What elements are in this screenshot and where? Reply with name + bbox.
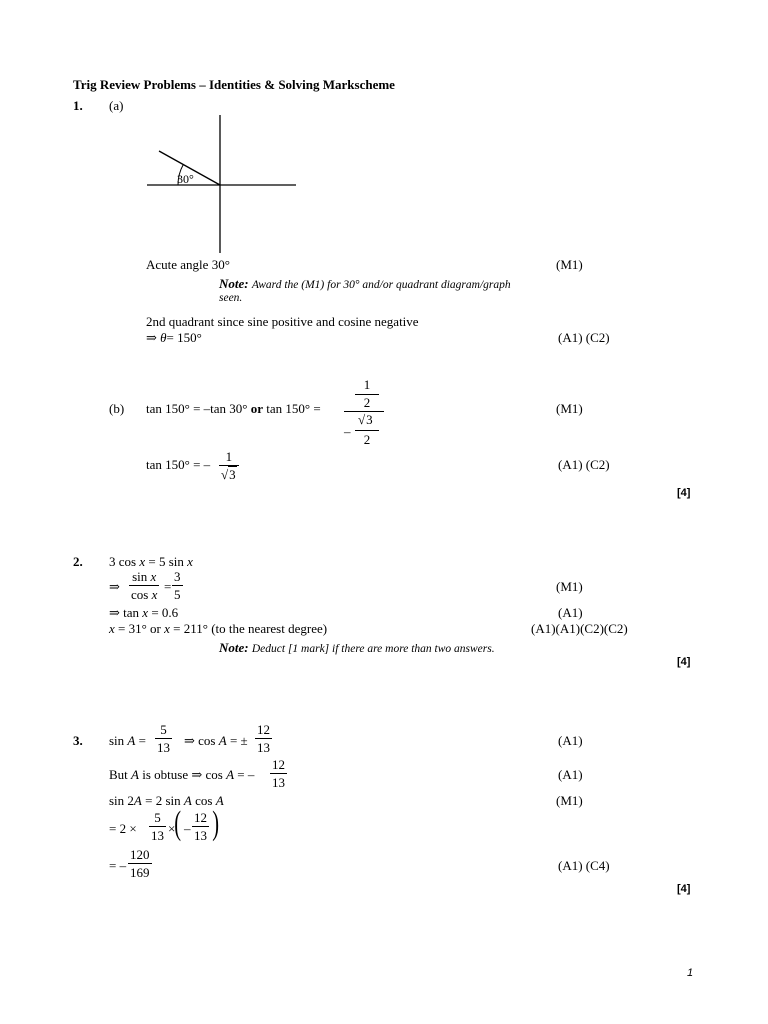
page-title: Trig Review Problems – Identities & Solving Markscheme: [73, 77, 395, 92]
q3-result-fraction: $\frac{120}{169}$: [130, 847, 150, 880]
q1-marks-a1c2-a: (A1) (C2): [558, 330, 610, 345]
q2-solutions: x = 31° or x = 211° (to the nearest degree): [109, 621, 328, 636]
frac-top-num: 1: [363, 377, 371, 392]
q3-twelve-thirteenths-a: $\frac{12}{13}$: [257, 722, 270, 755]
q2-tan-line: ⇒ tan x = 0.6: [109, 605, 179, 620]
question-3-number: 3.: [73, 733, 83, 748]
q1-part-a-label: (a): [109, 98, 124, 113]
frac-bottom-bar: [355, 430, 379, 431]
q2-implies: ⇒: [109, 579, 120, 594]
question-2-number: 2.: [73, 554, 83, 569]
frac-bottom-num: √3: [358, 412, 373, 427]
diagram-angle-label: 30°: [177, 172, 194, 186]
q3-marks-a1c4: (A1) (C4): [558, 858, 610, 873]
q1-acute-angle: Acute angle 30°: [146, 257, 230, 272]
q3-close-paren: ): [212, 805, 220, 842]
q3-inner-minus: –: [184, 821, 191, 836]
q3-times: ×: [168, 821, 176, 836]
q2-marks: (A1)(A1)(C2)(C2): [531, 621, 628, 636]
q3-five-thirteenths-b: $\frac{5}{13}$: [151, 810, 164, 843]
q1-tan-line: tan 150° = –tan 30° or tan 150° =: [146, 401, 321, 416]
q3-sin2a-line: sin 2A = 2 sin A cos A: [109, 793, 224, 808]
frac-minus: –: [344, 424, 351, 439]
q1-mark-m1-a: (M1): [556, 257, 583, 272]
q2-three-fifths: $\frac{3}{5}$: [174, 569, 181, 602]
q3-two-times: = 2 ×: [109, 821, 137, 836]
q1-note-line2: seen.: [219, 292, 243, 304]
quadrant-diagram: [140, 110, 300, 260]
q3-open-paren: (: [174, 805, 182, 842]
q2-line1: 3 cos x = 5 sin x: [109, 554, 193, 569]
q3-total: [4]: [677, 883, 691, 895]
q1-mark-m1-b: (M1): [556, 401, 583, 416]
q2-note: Note: Deduct [1 mark] if there are more than two answers.: [219, 640, 495, 655]
q3-eq-minus: = –: [109, 858, 127, 873]
q3-cos-part: ⇒ cos A = ±: [184, 733, 248, 748]
q2-equals: =: [164, 579, 172, 594]
q2-sin-cos-fraction: $\frac{\text{sin x}}{\text{cos x}}$: [131, 569, 158, 602]
frac-top-den: 2: [363, 395, 371, 410]
q1-tan-result: tan 150° = –: [146, 457, 211, 472]
q3-mark-a1-b: (A1): [558, 767, 583, 782]
q3-twelve-thirteenths-b: $\frac{12}{13}$: [272, 757, 285, 790]
q3-obtuse-line: But A is obtuse ⇒ cos A = –: [109, 767, 255, 782]
q1-result-fraction: $\frac{1}{√3}$: [219, 450, 239, 481]
question-1-number: 1.: [73, 98, 83, 113]
q3-five-thirteenths-a: $\frac{5}{13}$: [157, 722, 170, 755]
q1-total: [4]: [677, 487, 691, 499]
page-number: 1: [687, 967, 694, 979]
q3-mark-a1-a: (A1): [558, 733, 583, 748]
q1-part-b-label: (b): [109, 401, 125, 416]
q1-note-line1: Note: Award the (M1) for 30° and/or quadrant diagram/graph: [219, 276, 511, 291]
frac-bottom-den: 2: [363, 432, 371, 447]
q3-twelve-thirteenths-c: $\frac{12}{13}$: [194, 810, 207, 843]
q2-mark-a1: (A1): [558, 605, 583, 620]
q1-marks-a1c2-b: (A1) (C2): [558, 457, 610, 472]
q3-mark-m1: (M1): [556, 793, 583, 808]
q2-total: [4]: [677, 656, 691, 668]
q3-sin-a: sin A =: [109, 733, 146, 748]
q1-theta-line: ⇒ θ= 150°: [146, 330, 202, 345]
q1-quadrant-line: 2nd quadrant since sine positive and cosine negative: [146, 314, 419, 329]
q2-mark-m1: (M1): [556, 579, 583, 594]
